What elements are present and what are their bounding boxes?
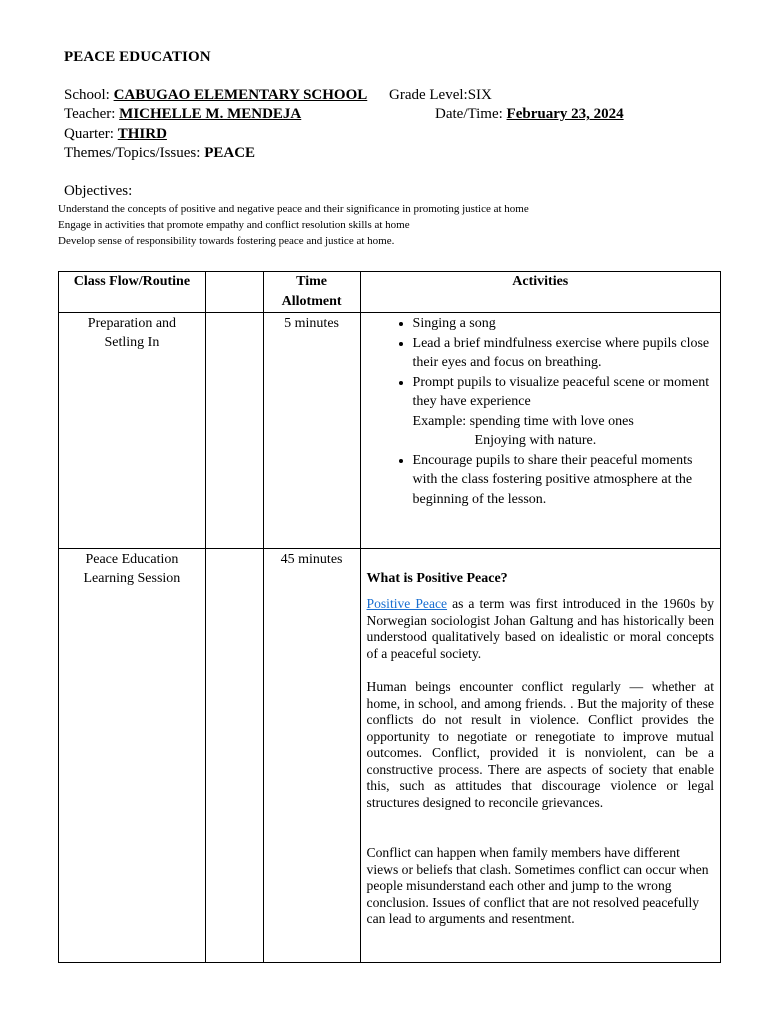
school-value: CABUGAO ELEMENTARY SCHOOL: [113, 87, 368, 103]
time-cell: 5 minutes: [263, 313, 360, 549]
objective-item: Engage in activities that promote empathy and conflict resolution skills at home: [58, 219, 410, 231]
flow-line: Setling In: [104, 335, 160, 350]
table-row: [59, 549, 721, 963]
flow-cell: [59, 313, 206, 549]
flow-cell: [59, 549, 206, 963]
paragraph: [367, 596, 714, 662]
quarter-line: [64, 126, 167, 143]
header-activities: Activities: [360, 272, 720, 313]
grade-label: Grade Level:: [389, 87, 468, 103]
time-cell: 45 minutes: [263, 549, 360, 963]
date-line: [435, 106, 624, 123]
date-value: February 23, 2024: [506, 106, 624, 122]
lesson-table: [58, 271, 721, 963]
list-item: • Singing a song: [413, 314, 720, 334]
header-class-flow: Class Flow/Routine: [59, 272, 206, 313]
paragraph-text: as a term was first introduced in the 1960s by Norwegian sociologist Johan Galtung and has historically been understood qualitatively based on idealistic or moral concepts of a peaceful society.: [366, 596, 714, 661]
date-label: Date/Time:: [435, 106, 503, 122]
blank-cell: [205, 549, 263, 963]
list-item: • Lead a brief mindfulness exercise where pupils close their eyes and focus on breathing.: [413, 334, 720, 373]
themes-line: [64, 145, 255, 162]
themes-label: Themes/Topics/Issues:: [64, 145, 201, 161]
grade-line: [389, 87, 492, 104]
quarter-value: THIRD: [117, 126, 167, 142]
table-row: [59, 313, 721, 549]
bullet-text: Prompt pupils to visualize peaceful scene or moment they have experience: [412, 374, 710, 409]
blank-cell: [205, 313, 263, 549]
activity-list: [361, 314, 720, 509]
table-header-row: [59, 272, 721, 313]
school-line: [64, 87, 367, 104]
objective-item: Understand the concepts of positive and negative peace and their significance in promoting justice at home: [58, 203, 529, 215]
themes-value: PEACE: [204, 145, 256, 161]
example-line: Example: spending time with love ones: [412, 413, 634, 429]
positive-peace-link[interactable]: Positive Peace: [366, 596, 448, 611]
section-heading: What is Positive Peace?: [366, 571, 508, 586]
teacher-value: MICHELLE M. MENDEJA: [119, 106, 302, 122]
flow-line: Preparation and: [87, 316, 177, 331]
flow-line: Peace Education: [85, 552, 179, 567]
example-line: Enjoying with nature.: [474, 433, 597, 448]
grade-value: SIX: [467, 87, 492, 103]
header-time-allotment: [263, 272, 360, 313]
teacher-label: Teacher:: [64, 106, 116, 122]
school-label: School:: [64, 87, 110, 103]
teacher-line: [64, 106, 301, 123]
paragraph: Conflict can happen when family members have different views or beliefs that clash. Sometimes conflict can occur when people misunderstand each other and jump to the wrong conclusion. Issues of conflict that are not resolved peacefully can lead to arguments and resentment.: [366, 845, 709, 926]
list-item: [413, 373, 720, 451]
header-time-line2: Allotment: [281, 294, 342, 309]
objective-item: Develop sense of responsibility towards fostering peace and justice at home.: [58, 235, 395, 247]
flow-line: Learning Session: [83, 571, 181, 586]
quarter-label: Quarter:: [64, 126, 114, 142]
list-item: • Encourage pupils to share their peaceful moments with the class fostering positive atmosphere at the beginning of the lesson.: [413, 451, 720, 510]
objectives-heading: Objectives:: [64, 183, 133, 199]
header-blank: [205, 272, 263, 313]
paragraph: Human beings encounter conflict regularly — whether at home, in school, and among friends. . But the majority of these conflicts do not result in violence. Conflict provides the opportunity to negotiate or renegotiate to improve mutual outcomes. Conflict, provided it is nonviolent, can be a constructive process. There are aspects of society that enable this, such as attitudes that discourage violence or legal structures designed to reconcile grievances.: [366, 679, 714, 810]
activities-cell: [360, 313, 720, 549]
page-title: PEACE EDUCATION: [64, 49, 211, 65]
header-time-line1: Time: [296, 274, 328, 289]
activities-cell: [360, 549, 720, 963]
